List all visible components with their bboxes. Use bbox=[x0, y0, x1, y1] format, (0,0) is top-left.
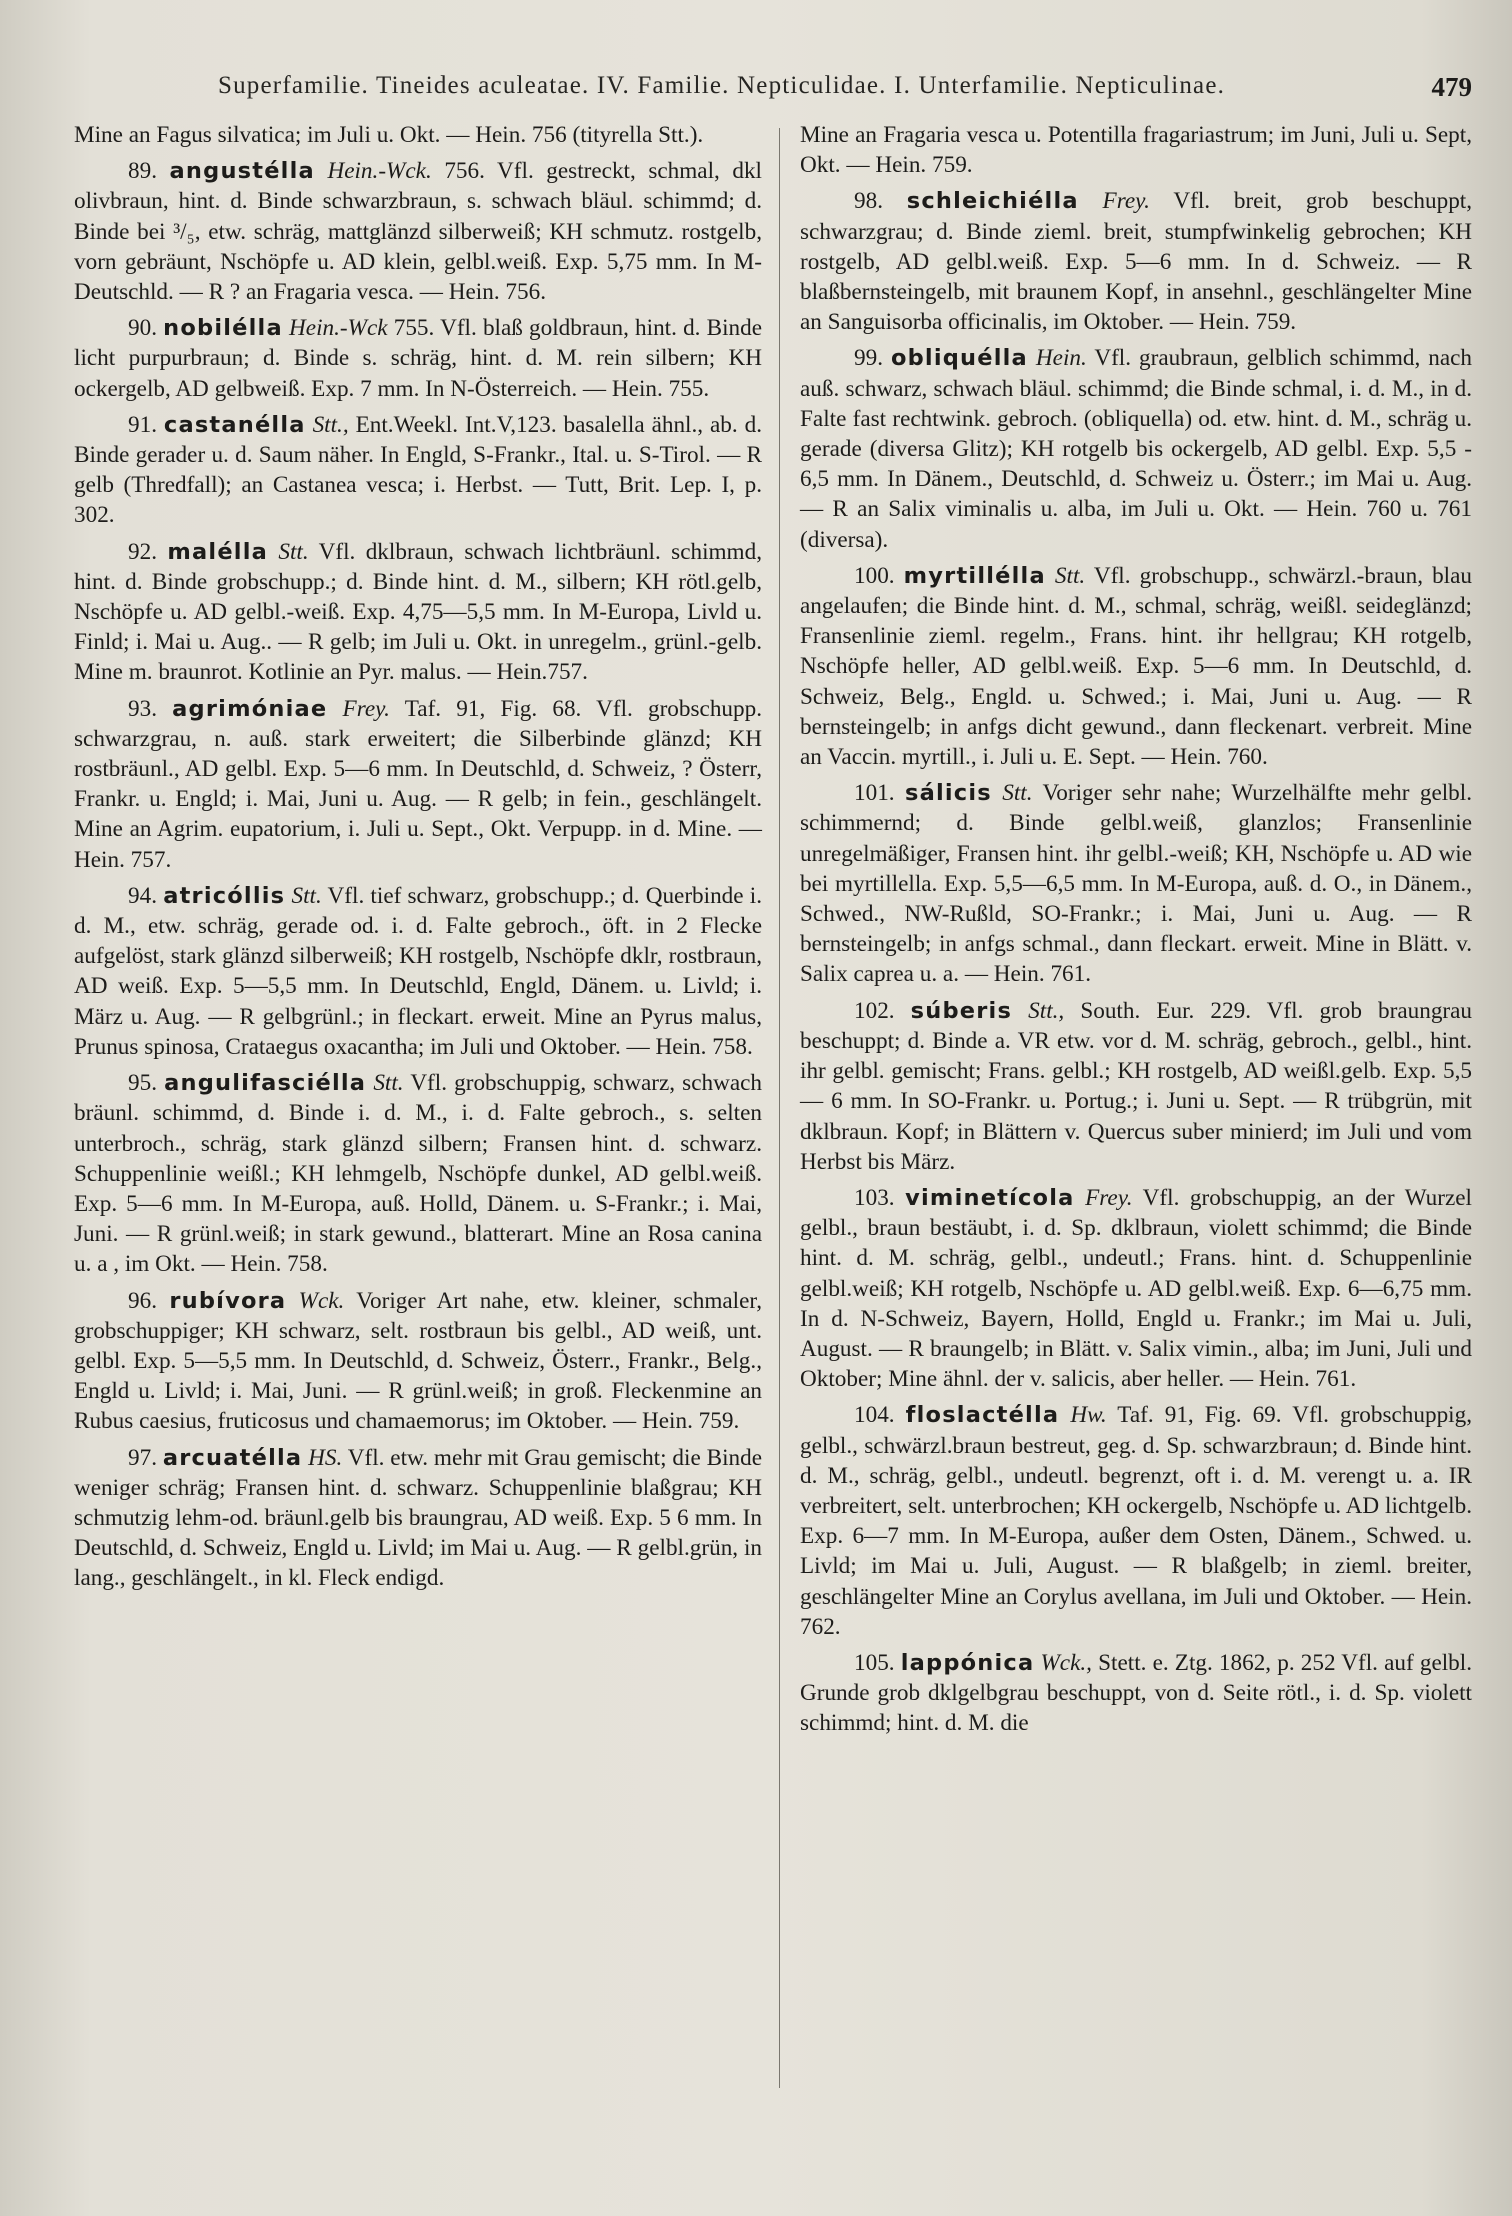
species-entry bbox=[74, 1443, 762, 1594]
species-author: Stt. bbox=[1054, 562, 1086, 589]
entry-text: 755. Vfl. blaß goldbraun, hint. d. Binde licht purpurbraun; d. Binde s. schräg, hint. d. M. rein silbern; KH ockergelb, AD gelbweiß. Exp. 7 mm. In N-Österreich. — Hein. 755. bbox=[74, 315, 763, 402]
species-name: schleichiélla bbox=[906, 188, 1079, 215]
entry-number: 98. bbox=[854, 188, 883, 215]
species-entry bbox=[800, 561, 1472, 772]
species-name: viminetícola bbox=[905, 1184, 1075, 1211]
running-title: Superfamilie. Tineides aculeatae. IV. Familie. Nepticulidae. I. Unterfamilie. Nepticulinae. bbox=[218, 72, 1226, 99]
species-name: malélla bbox=[167, 538, 268, 565]
species-name: lappónica bbox=[900, 1649, 1035, 1676]
entry-text: Voriger sehr nahe; Wurzelhälfte mehr gelbl. schimmernd; d. Binde gelbl.weiß, glanzlos; Fransenlinie unregelmäßiger, Fransen hint. ihr gelbl.-weiß; KH, Nschöpfe u. AD wie bei myrtillella. Exp. 5,5—6,5 mm. In M-Europa, auß. d. O., in Dänem., Schwed., NW-Rußld, SO-Frankr.; i. Mai, Juni u. Aug. — R bernsteingelb; in anfgs schmal., dann fleckart. erweit. Mine in Blätt. v. Salix caprea u. a. — Hein. 761. bbox=[800, 780, 1473, 988]
species-entry bbox=[74, 1286, 762, 1437]
species-name: floslactélla bbox=[905, 1402, 1060, 1429]
entry-number: 92. bbox=[128, 538, 157, 565]
entry-number: 94. bbox=[128, 882, 157, 909]
entry-number: 90. bbox=[128, 315, 157, 342]
species-entry bbox=[800, 996, 1472, 1177]
species-entry bbox=[74, 537, 762, 688]
entry-number: 91. bbox=[128, 411, 157, 438]
species-name: rubívora bbox=[169, 1287, 287, 1314]
species-entry bbox=[74, 881, 762, 1062]
entry-number: 95. bbox=[128, 1070, 157, 1097]
species-entry bbox=[800, 343, 1472, 554]
continued-entry: Mine an Fagus silvatica; im Juli u. Okt. — Hein. 756 (tityrella Stt.). bbox=[74, 122, 704, 148]
continued-entry: Mine an Fragaria vesca u. Potentilla fragariastrum; im Juni, Juli u. Sept, Okt. — Hein. 759. bbox=[800, 122, 1472, 179]
entry-text: Vfl. breit, grob beschuppt, schwarzgrau; d. Binde zieml. breit, stumpfwinkelig gebrochen; KH rostgelb, AD gelbl.weiß. Exp. 5—6 mm. In d. Schweiz. — R blaßbernsteingelb, mit braunem Kopf, in ansehnl., geschlängelter Mine an Sanguisorba officinalis, im Oktober. — Hein. 759. bbox=[800, 188, 1473, 336]
entry-text: Taf. 91, Fig. 68. Vfl. grobschupp. schwarzgrau, n. auß. stark erweitert; die Silberbinde glänzd; KH rostbräunl., AD gelbl. Exp. 5—6 mm. In Deutschld, d. Schweiz, ? Österr, Frankr. u. Engld; i. Mai, Juni u. Aug. — R gelb; in fein., geschlängelt. Mine an Agrim. eupatorium, i. Juli u. Sept., Okt. Verpupp. in d. Mine. — Hein. 757. bbox=[74, 695, 762, 873]
entry-number: 89. bbox=[128, 158, 157, 185]
species-author: Hein. bbox=[1035, 345, 1087, 372]
entry-text: South. Eur. 229. Vfl. grob braungrau beschuppt; d. Binde a. VR etw. vor d. M. schräg, gebroch., gelbl., hint. ihr gelbl. gemischt; Frans. gelbl.; KH rostgelb, AD weißl.gelb. Exp. 5,5 — 6 mm. In SO-Frankr. u. Portug.; i. Juni u. Sept. — R trübgrün, mit dklbraun. Kopf; in Blättern v. Quercus suber minierd; im Juli und vom Herbst bis März. bbox=[800, 997, 1473, 1175]
entry-number: 93. bbox=[128, 695, 157, 722]
entry-text: Ent.Weekl. Int.V,123. basalella ähnl., ab. d. Binde gerader u. d. Saum näher. In Engld, S-Frankr., Ital. u. S-Tirol. — R gelb (Thredfall); an Castanea vesca; i. Herbst. — Tutt, Brit. Lep. I, p. 302. bbox=[74, 411, 763, 529]
entry-number: 100. bbox=[854, 562, 895, 589]
entry-number: 99. bbox=[854, 345, 883, 372]
species-author: Hein.-Wck bbox=[289, 315, 388, 342]
species-author: Frey. bbox=[342, 695, 390, 722]
entry-text: Stett. e. Ztg. 1862, p. 252 Vfl. auf gelbl. Grunde grob dklgelbgrau beschuppt, von d. Seite rötl., i. d. Sp. violett schimmd; hint. d. M. die bbox=[800, 1649, 1473, 1737]
species-entry bbox=[74, 694, 762, 875]
entry-number: 101. bbox=[854, 780, 895, 807]
species-entry bbox=[800, 1183, 1472, 1394]
column-divider bbox=[779, 128, 780, 2088]
species-name: atricóllis bbox=[163, 882, 286, 909]
species-author: Frey. bbox=[1085, 1184, 1133, 1211]
species-name: myrtillélla bbox=[903, 562, 1046, 589]
species-author: Hein.-Wck. bbox=[327, 158, 432, 185]
species-author: Stt. bbox=[373, 1070, 404, 1097]
entry-number: 105. bbox=[854, 1649, 895, 1676]
species-name: agrimóniae bbox=[172, 695, 328, 722]
entry-text: Taf. 91, Fig. 69. Vfl. grobschuppig, gelbl., schwärzl.braun bestreut, geg. d. Sp. schwarzbraun; d. Binde hint. d. M., schräg, gelbl., undeutl. begrenzt, oft i. d. M. verengt u. a. IR verbreitert, selt. unterbrochen; KH ockergelb, Nschöpfe u. AD lichtgelb. Exp. 6—7 mm. In M-Europa, außer dem Osten, Dänem., Schwed. u. Livld; im Mai u. Juli, August. — R blaßgelb; in zieml. breiter, geschlängelter Mine an Corylus avellana, im Juli und Oktober. — Hein. 762. bbox=[800, 1402, 1473, 1640]
species-author: HS. bbox=[308, 1444, 343, 1471]
species-entry bbox=[74, 1068, 762, 1279]
species-entry bbox=[74, 410, 762, 531]
species-name: obliquélla bbox=[890, 345, 1028, 372]
entry-text: Vfl. graubraun, gelblich schimmd, nach auß. schwarz, schwach bläul. schimmd; die Binde schmal, i. d. M., in d. Falte fast rechtwink. gebroch. (obliquella) od. etw. hint. d. M., schräg u. gerade (diversa Glitz); KH rotgelb bis ockergelb, AD gelbl. Exp. 5,5 - 6,5 mm. In Dänem., Deutschld, d. Schweiz u. Österr.; im Mai u. Aug. — R an Salix viminalis u. alba, im Juli u. Okt. — Hein. 760 u. 761 (diversa). bbox=[800, 345, 1472, 553]
entry-number: 104. bbox=[854, 1402, 895, 1429]
species-name: angustélla bbox=[169, 158, 315, 185]
entry-text: Vfl. grobschuppig, schwarz, schwach bräunl. schimmd, d. Binde i. d. M., i. d. Falte gebroch., s. selten unterbroch., schräg, stark glänzd silbern; Fransen hint. d. schwarz. Schuppenlinie weißl.; KH lehmgelb, Nschöpfe dunkel, AD gelbl.weiß. Exp. 5—6 mm. In M-Europa, auß. Holld, Dänem. u. S-Frankr.; i. Mai, Juni. — R grünl.weiß; in stark gewund., blatterart. Mine an Rosa canina u. a , im Okt. — Hein. 758. bbox=[74, 1070, 763, 1278]
entry-text: Vfl. etw. mehr mit Grau gemischt; die Binde weniger schräg; Fransen hint. d. schwarz. Schuppenlinie blaßgrau; KH schmutzig lehm-od. bräunl.gelb bis braungrau, AD weiß. Exp. 5 6 mm. In Deutschld, d. Schweiz, Engld u. Livld; im Mai u. Aug. — R gelbl.grün, in lang., geschlängelt., in kl. Fleck endigd. bbox=[74, 1444, 762, 1592]
species-entry bbox=[74, 313, 762, 404]
species-name: sálicis bbox=[905, 780, 992, 807]
entry-number: 103. bbox=[854, 1184, 895, 1211]
species-name: arcuatélla bbox=[162, 1444, 303, 1471]
entry-number: 96. bbox=[128, 1287, 157, 1314]
species-entry bbox=[800, 186, 1472, 337]
right-column bbox=[800, 120, 1472, 1745]
species-author: Wck., bbox=[1040, 1649, 1092, 1676]
species-name: súberis bbox=[910, 997, 1013, 1024]
species-entry bbox=[800, 778, 1472, 989]
species-author: Stt., bbox=[1028, 997, 1065, 1024]
species-name: angulifasciélla bbox=[164, 1070, 367, 1097]
entry-text: Vfl. tief schwarz, grobschupp.; d. Querbinde i. d. M., etw. schräg, gerade od. i. d. Falte gebroch., öft. in 2 Flecke aufgelöst, stark glänzd silberweiß; KH rostgelb, Nschöpfe dklr, rostbraun, AD weiß. Exp. 5—5,5 mm. In Deutschld, Engld, Dänem. u. Livld; i. März u. Aug. — R gelbgrünl.; in fleckart. erweit. Mine an Pyrus malus, Prunus spinosa, Crataegus oxacantha; im Juli und Oktober. — Hein. 758. bbox=[74, 882, 762, 1060]
species-entry bbox=[800, 1400, 1472, 1642]
species-entry bbox=[74, 156, 762, 307]
species-name: castanélla bbox=[163, 411, 306, 438]
species-author: Stt. bbox=[291, 882, 322, 909]
entry-text: Vfl. grobschuppig, an der Wurzel gelbl., braun bestäubt, i. d. Sp. dklbraun, violett schimmd; die Binde hint. d. M. schräg, gelbl., undeutl.; Frans. hint. d. Schuppenlinie gelbl.weiß; KH rotgelb, Nschöpfe u. AD gelbl.weiß. Exp. 6—6,75 mm. In d. N-Schweiz, Bayern, Holld, Engld u. Frankr.; im Mai u. Juli, August. — R braungelb; in Blätt. v. Salix vimin., alba; im Juni, Juli und Oktober; Mine ähnl. der v. salicis, aber heller. — Hein. 761. bbox=[800, 1184, 1472, 1393]
left-column bbox=[74, 120, 762, 1600]
entry-text: Voriger Art nahe, etw. kleiner, schmaler, grobschuppiger; KH schwarz, selt. rostbraun bis gelbl., AD weiß, unt. gelbl. Exp. 5—5,5 mm. In Deutschld, d. Schweiz, Österr., Frankr., Belg., Engld u. Livld; i. Mai, Juni. — R grünl.weiß; in groß. Fleckenmine an Rubus caesius, fruticosus und chamaemorus; im Oktober. — Hein. 759. bbox=[74, 1287, 762, 1435]
species-author: Stt., bbox=[312, 411, 349, 438]
species-name: nobilélla bbox=[163, 315, 283, 342]
entry-text: 756. Vfl. gestreckt, schmal, dkl olivbraun, hint. d. Binde schwarzbraun, s. schwach bläul. schimmd; d. Binde bei ³/₅, etw. schräg, mattglänzd silberweiß; KH schmutz. rostgelb, vorn gebräunt, Nschöpfe u. AD klein, gelbl.weiß. Exp. 5,75 mm. In M-Deutschld. — R ? an Fragaria vesca. — Hein. 756. bbox=[74, 158, 763, 306]
entry-text: Vfl. grobschupp., schwärzl.-braun, blau angelaufen; die Binde hint. d. M., schmal, schräg, weißl. seideglänzd; Fransenlinie zieml. regelm., Frans. hint. ihr hellgrau; KH rotgelb, Nschöpfe heller, AD gelbl.weiß. Exp. 5—6 mm. In Deutschld, d. Schweiz, Belg., Engld. u. Schwed.; i. Mai, Juni u. Aug. — R bernsteingelb; in anfgs dicht gewund., dann fleckenart. verbreit. Mine an Vaccin. myrtill., i. Juli u. E. Sept. — Hein. 760. bbox=[800, 562, 1472, 771]
species-author: Stt. bbox=[1002, 780, 1033, 807]
species-author: Hw. bbox=[1070, 1402, 1107, 1429]
page-number: 479 bbox=[1431, 72, 1472, 102]
running-head bbox=[0, 64, 1512, 124]
entry-number: 97. bbox=[128, 1444, 157, 1471]
species-author: Stt. bbox=[278, 538, 309, 565]
entry-text: Vfl. dklbraun, schwach lichtbräunl. schimmd, hint. d. Binde grobschupp.; d. Binde hint. d. M., silbern; KH rötl.gelb, Nschöpfe u. AD gelbl.-weiß. Exp. 4,75—5,5 mm. In M-Europa, Livld u. Finld; i. Mai u. Aug.. — R gelb; im Juli u. Okt. in unregelm., grünl.-gelb. Mine m. braunrot. Kotlinie an Pyr. malus. — Hein.757. bbox=[74, 538, 762, 686]
species-author: Wck. bbox=[298, 1287, 345, 1314]
entry-number: 102. bbox=[854, 997, 895, 1024]
species-author: Frey. bbox=[1102, 188, 1150, 215]
species-entry bbox=[800, 1648, 1472, 1739]
